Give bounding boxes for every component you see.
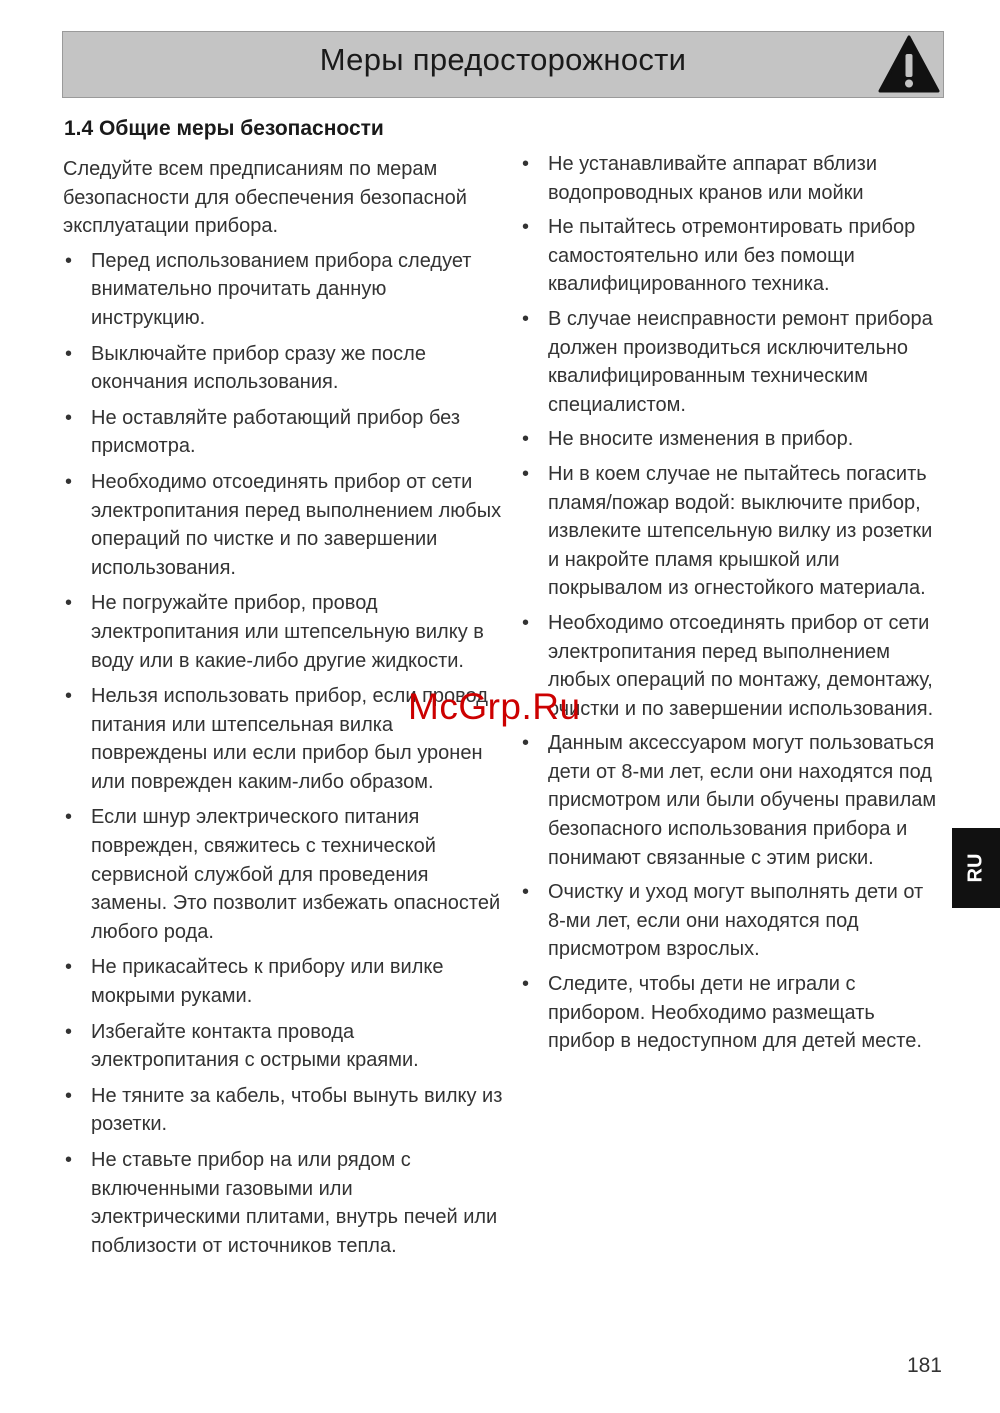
watermark: McGrp.Ru <box>408 686 581 727</box>
page-title: Меры предосторожности <box>319 42 687 77</box>
list-item <box>63 340 503 397</box>
intro-text: Следуйте всем предписаниям по мерам безопасности для обеспечения безопасной эксплуатации прибора. <box>63 158 467 238</box>
list-item-text: Перед использованием прибора следует внимательно прочитать данную инструкцию. <box>91 249 472 329</box>
list-item <box>520 150 945 207</box>
list-item <box>520 970 945 1056</box>
list-item <box>63 803 503 946</box>
list-item <box>520 425 945 454</box>
bullet-dot-icon: • <box>522 881 530 904</box>
list-item-text: Не пытайтесь отремонтировать прибор самостоятельно или без помощи квалифицированного техника. <box>548 216 916 296</box>
list-item-text: Данным аксессуаром могут пользоваться дети от 8-ми лет, если они находятся под присмотром или были обучены правилам безопасного использования прибора и понимают связанные с этим риски. <box>548 732 937 869</box>
bullet-dot-icon: • <box>522 307 530 330</box>
list-item <box>63 1018 503 1075</box>
list-item-text: Не погружайте прибор, провод электропитания или штепсельную вилку в воду или в какие-либо другие жидкости. <box>91 592 484 672</box>
list-item <box>520 460 945 603</box>
bullet-dot-icon: • <box>522 611 530 634</box>
list-item-text: Ни в коем случае не пытайтесь погасить пламя/пожар водой: выключите прибор, извлеките штепсельную вилку из розетки и накройте пламя крышкой или покрывалом из огнестойкого материала. <box>548 462 933 600</box>
bullet-dot-icon: • <box>65 956 73 979</box>
list-item-text: Не ставьте прибор на или рядом с включенными газовыми или электрическими плитами, внутрь печей или поблизости от источников тепла. <box>91 1149 498 1257</box>
bullet-dot-icon: • <box>65 592 73 615</box>
list-item-text: Необходимо отсоединять прибор от сети электропитания перед выполнением любых операций по монтажу, демонтажу, очистки и по завершении использования. <box>548 611 934 720</box>
warning-triangle-icon <box>877 34 941 94</box>
page-number: 181 <box>906 1354 942 1377</box>
bullet-dot-icon: • <box>522 973 530 996</box>
list-item <box>63 1146 503 1260</box>
list-item-text: Не прикасайтесь к прибору или вилке мокрыми руками. <box>91 956 444 1008</box>
bullet-dot-icon: • <box>65 1149 73 1171</box>
list-item <box>520 609 945 723</box>
language-tab <box>952 828 1000 908</box>
bullet-dot-icon: • <box>522 462 530 485</box>
list-item <box>520 213 945 299</box>
bullet-dot-icon: • <box>65 342 73 365</box>
bullet-dot-icon: • <box>522 216 530 239</box>
list-item-text: В случае неисправности ремонт прибора должен производиться исключительно квалифицированным техническим специалистом. <box>548 307 933 416</box>
list-item-text: Очистку и уход могут выполнять дети от 8-ми лет, если они находятся под присмотром взрослых. <box>548 881 924 961</box>
section-title: 1.4 Общие меры безопасности <box>64 117 384 140</box>
list-item <box>520 729 945 872</box>
list-item-text: Нельзя использовать прибор, если провод питания или штепсельная вилка повреждены или если прибор был уронен или поврежден каким-либо образом. <box>91 685 488 793</box>
list-item <box>520 305 945 419</box>
list-item <box>63 589 503 675</box>
list-item-text: Выключайте прибор сразу же после окончания использования. <box>91 342 426 394</box>
bullet-dot-icon: • <box>65 1020 73 1043</box>
bullet-dot-icon: • <box>65 406 73 429</box>
list-item <box>63 404 503 461</box>
list-item-text: Если шнур электрического питания поврежден, свяжитесь с технической сервисной службой для проведения замены. Это позволит избежать опасностей любого рода. <box>91 806 501 943</box>
bullet-dot-icon: • <box>65 806 73 829</box>
right-bullet-list <box>520 150 945 1056</box>
header-bar <box>62 31 944 98</box>
bullet-dot-icon: • <box>522 153 530 175</box>
right-column <box>520 150 945 1062</box>
list-item-text: Не вносите изменения в прибор. <box>548 428 854 451</box>
list-item <box>63 247 503 333</box>
bullet-dot-icon: • <box>65 1084 73 1107</box>
bullet-dot-icon: • <box>65 249 73 272</box>
list-item <box>520 878 945 964</box>
list-item-text: Не оставляйте работающий прибор без присмотра. <box>91 406 461 458</box>
list-item-text: Следите, чтобы дети не играли с прибором. Необходимо размещать прибор в недоступном для детей месте. <box>548 973 922 1053</box>
bullet-dot-icon: • <box>65 685 73 708</box>
bullet-dot-icon: • <box>522 732 530 755</box>
list-item <box>63 953 503 1010</box>
list-item <box>63 468 503 582</box>
list-item-text: Не тяните за кабель, чтобы вынуть вилку из розетки. <box>91 1084 503 1136</box>
bullet-dot-icon: • <box>522 428 530 451</box>
list-item-text: Избегайте контакта провода электропитания с острыми краями. <box>91 1020 419 1072</box>
left-bullet-list <box>63 247 503 1261</box>
language-label: RU <box>964 853 987 883</box>
list-item-text: Не устанавливайте аппарат вблизи водопроводных кранов или мойки <box>548 153 878 204</box>
bullet-dot-icon: • <box>65 470 73 493</box>
list-item-text: Необходимо отсоединять прибор от сети электропитания перед выполнением любых операций по чистке и по завершении использования. <box>91 470 502 579</box>
list-item <box>63 1082 503 1139</box>
